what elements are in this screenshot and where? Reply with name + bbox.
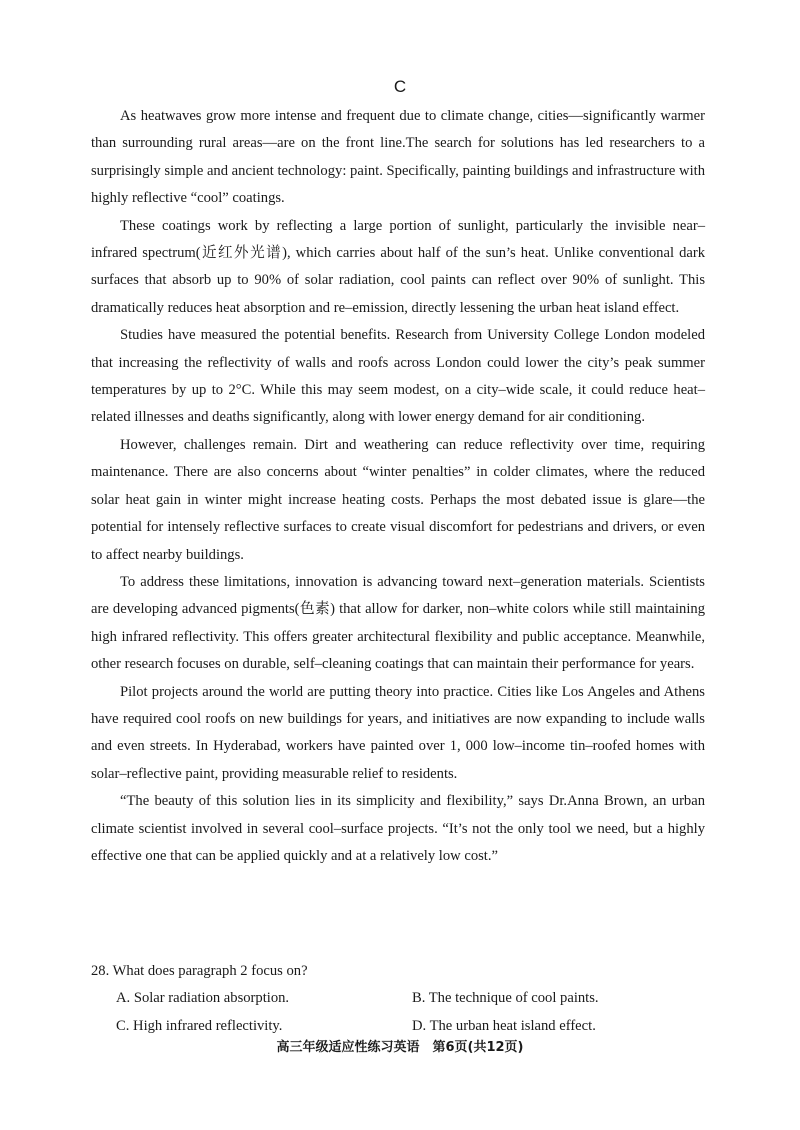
paragraph-3: Studies have measured the potential benefits. Research from University College London modeled that increasing the reflectivity of walls and roofs across London could lower the city’s peak summer temperatures by up to 2°C. While this may seem modest, on a city–wide scale, it could reduce heat–related illnesses and deaths significantly, along with lower energy demand for air conditioning. bbox=[91, 327, 705, 426]
option-a[interactable]: A. Solar radiation absorption. bbox=[116, 990, 290, 1007]
paragraph-1: As heatwaves grow more intense and frequent due to climate change, cities—significantly warmer than surrounding rural areas—are on the front line.The search for solutions has led researchers to a surprisingly simple and ancient technology: paint. Specifically, painting buildings and infrastructure with highly reflective “cool” coatings. bbox=[91, 108, 705, 207]
reading-passage bbox=[91, 103, 705, 870]
paragraph-4: However, challenges remain. Dirt and weathering can reduce reflectivity over time, requiring maintenance. There are also concerns about “winter penalties” in colder climates, where the reduced solar heat gain in winter might increase heating costs. Perhaps the most debated issue is glare—the potential for intensely reflective surfaces to create visual discomfort for pedestrians and drivers, or even to affect nearby buildings. bbox=[91, 436, 705, 563]
question-28 bbox=[91, 958, 705, 1041]
section-letter: C bbox=[393, 77, 407, 96]
paragraph-7: “The beauty of this solution lies in its simplicity and flexibility,” says Dr.Anna Brown, an urban climate scientist involved in several cool–surface projects. “It’s not the only tool we need, but a highly effective one that can be applied quickly and at a relatively low cost.” bbox=[91, 793, 705, 864]
paragraph-6: Pilot projects around the world are putting theory into practice. Cities like Los Angeles and Athens have required cool roofs on new buildings for years, and initiatives are now expanding to include walls and even streets. In Hyderabad, workers have painted over 1, 000 low–income tin–roofed homes with solar–reflective paint, providing measurable relief to residents. bbox=[91, 683, 705, 782]
option-c[interactable]: C. High infrared reflectivity. bbox=[116, 1018, 283, 1035]
question-stem: 28. What does paragraph 2 focus on? bbox=[91, 963, 308, 979]
page-footer: 高三年级适应性练习英语 第6页(共12页) bbox=[276, 1040, 524, 1055]
paragraph-5: To address these limitations, innovation is advancing toward next–generation materials. Scientists are developing advanced pigments(色素) that allow for darker, non–white colors while still maintaining high infrared reflectivity. This offers greater architectural flexibility and public acceptance. Meanwhile, other research focuses on durable, self–cleaning coatings that can maintain their performance for years. bbox=[91, 573, 705, 673]
option-d[interactable]: D. The urban heat island effect. bbox=[412, 1018, 596, 1035]
paragraph-2: These coatings work by reflecting a large portion of sunlight, particularly the invisible near–infrared spectrum(近红外光谱), which carries about half of the sun’s heat. Unlike conventional dark surfaces that absorb up to 90% of solar radiation, cool paints can reflect over 90% of sunlight. This dramatically reduces heat absorption and re–emission, directly lessening the urban heat island effect. bbox=[91, 217, 705, 316]
answer-options bbox=[91, 985, 705, 1041]
option-b[interactable]: B. The technique of cool paints. bbox=[412, 990, 599, 1007]
